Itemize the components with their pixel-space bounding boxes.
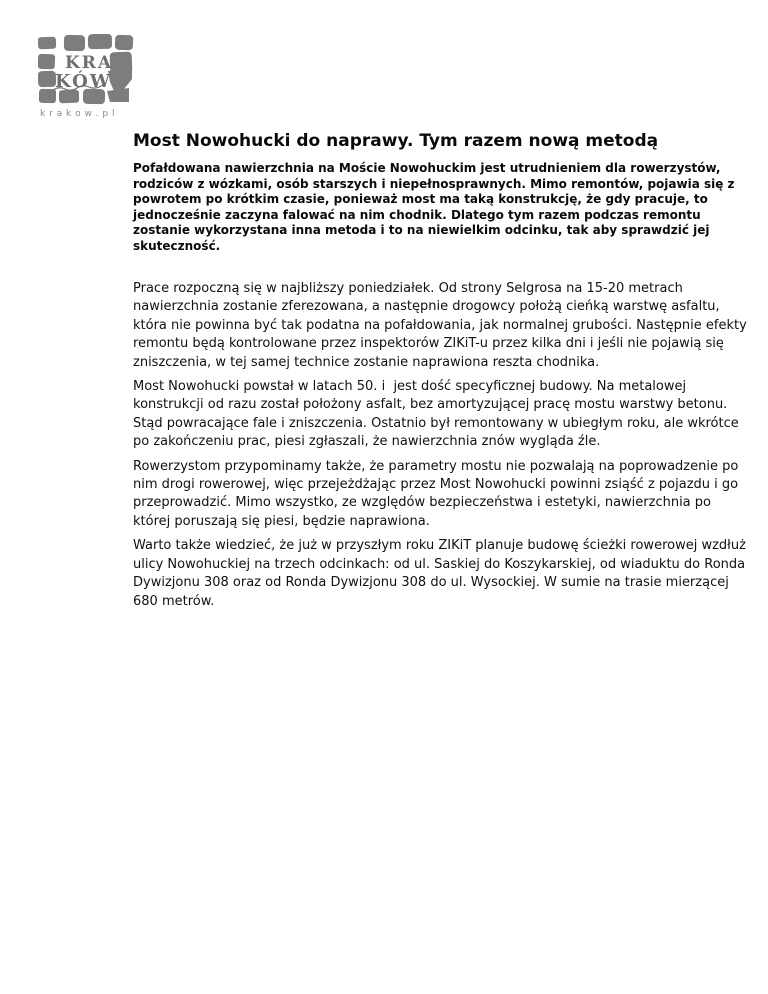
article-paragraph-3: Rowerzystom przypominamy także, że parametry mostu nie pozwalają na poprowadzenie po nim drogi rowerowej, więc przejeżdżając przez Most Nowohucki powinni zsiąść z pojazdu i go przeprowadzić. Mimo wszystko, ze względów bezpieczeństwa i estetyki, nawierzchnia po której poruszają się piesi, będzie naprawiona. (133, 458, 743, 529)
article-body (133, 280, 751, 611)
krakow-logo-icon (38, 34, 138, 124)
article-paragraph-1: Prace rozpoczną się w najbliższy poniedziałek. Od strony Selgrosa na 15-20 metrach nawierzchnia zostanie zferezowana, a następnie drogowcy położą cieńką warstwę asfaltu, która nie powinna być tak podatna na pofałdowania, jak normalnej grubości. Następnie efekty remontu będą kontrolowane przez inspektorów ZIKiT-u przez kilka dni i jeśli nie pojawią się zniszczenia, w tej samej technice zostanie naprawiona reszta chodnika. (133, 281, 751, 370)
logo-text-kra: KRA (65, 53, 114, 73)
logo-text-kow: KÓW (55, 71, 113, 92)
article-title: Most Nowohucki do naprawy. Tym razem nową metodą (133, 131, 659, 151)
krakow-logo (38, 34, 138, 124)
logo-domain-text: k r a k o w . p l (40, 109, 115, 119)
article-lead: Pofałdowana nawierzchnia na Moście Nowohuckim jest utrudnieniem dla rowerzystów, rodziców z wózkami, osób starszych i niepełnosprawnych. Mimo remontów, pojawia się z powrotem po krótkim czasie, ponieważ most ma taką konstrukcję, że gdy pracuje, to jednocześnie zaczyna falować na nim chodnik. Dlatego tym razem podczas remontu zostanie wykorzystana inna metoda i to na niewielkim odcinku, tak aby sprawdzić jej skuteczność. (133, 161, 739, 253)
article-paragraph-2: Most Nowohucki powstał w latach 50. i jest dość specyficznej budowy. Na metalowej konstrukcji od razu został położony asfalt, bez amortyzującej pracę mostu warstwy betonu. Stąd powracające fale i zniszczenia. Ostatnio był remontowany w ubiegłym roku, ale wkrótce po zakończeniu prac, piesi zgłaszali, że nawierzchnia znów wygląda źle. (133, 379, 743, 450)
article (133, 131, 751, 617)
article-paragraph-4: Warto także wiedzieć, że już w przyszłym roku ZIKiT planuje budowę ścieżki rowerowej wzdłuż ulicy Nowohuckiej na trzech odcinkach: od ul. Saskiej do Koszykarskiej, od wiaduktu do Ronda Dywizjonu 308 oraz od Ronda Dywizjonu 308 do ul. Wysockiej. W sumie na trasie mierzącej 680 metrów. (133, 538, 751, 609)
